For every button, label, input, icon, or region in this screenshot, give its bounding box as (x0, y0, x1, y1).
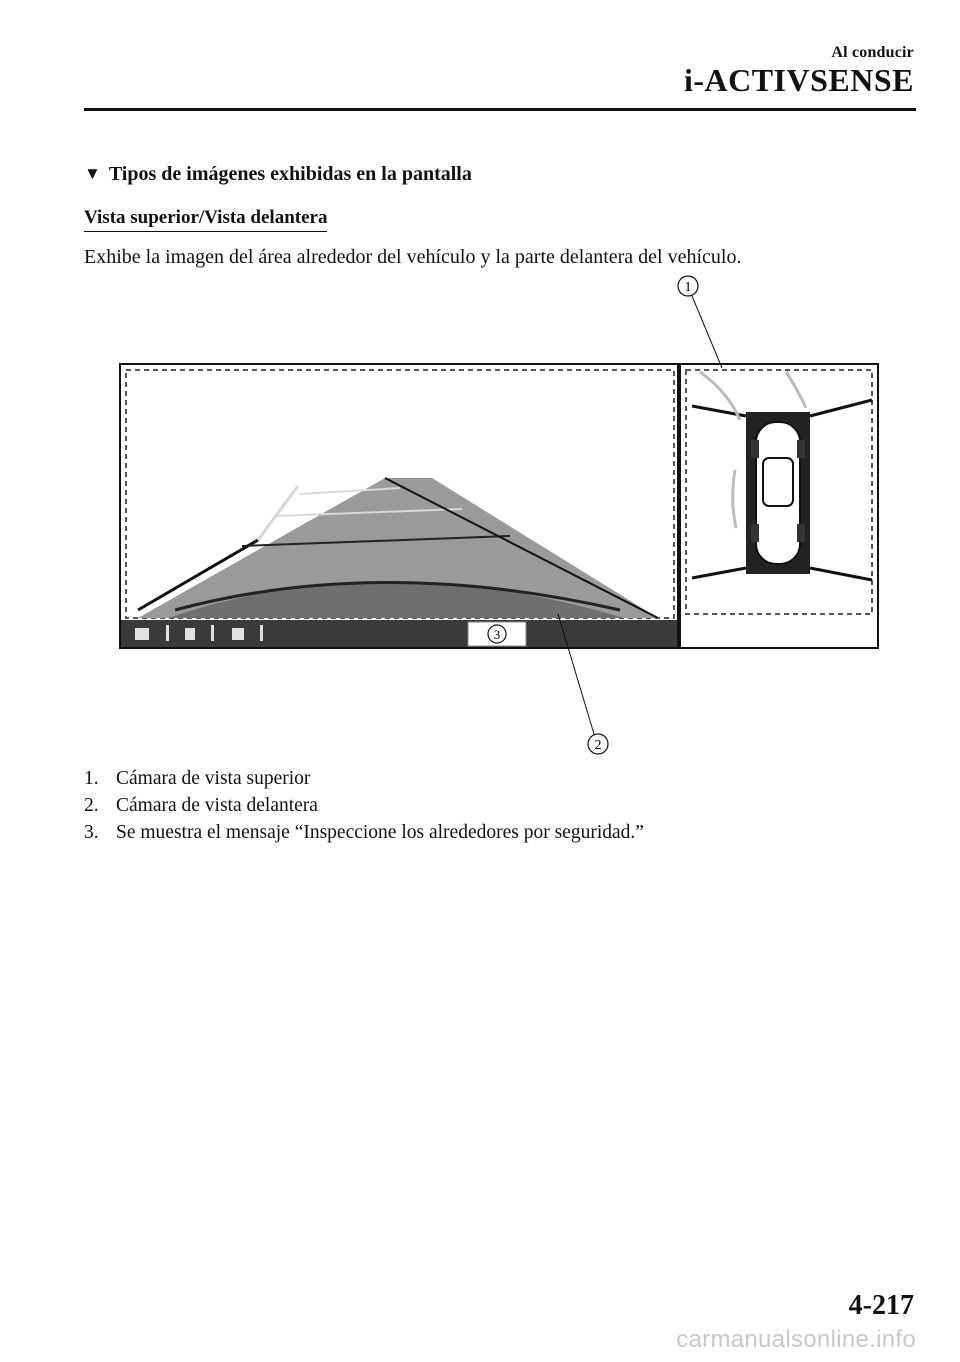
wheel-rear-left (751, 524, 759, 542)
callout-1-label: 1 (684, 280, 692, 295)
camera-display-illustration (0, 270, 960, 770)
front-view-info-bar (121, 620, 677, 647)
wheel-front-left (751, 440, 759, 458)
legend-item (84, 792, 644, 819)
legend-item (84, 819, 644, 846)
callout-2-label: 2 (594, 738, 602, 753)
header-rule (84, 108, 916, 111)
legend-item (84, 765, 644, 792)
running-header (684, 44, 914, 96)
divider-icon-3 (260, 625, 263, 641)
header-chapter-title: i-ACTIVSENSE (683, 62, 914, 98)
divider-icon-2 (211, 625, 214, 641)
sensor-icon-3 (232, 628, 244, 640)
wheel-front-right (797, 440, 805, 458)
legend-list (84, 765, 644, 846)
callout-1-leader (692, 296, 722, 368)
legend-number: 2. (84, 795, 99, 816)
sensor-icon-2 (185, 628, 195, 640)
section-heading-text: Tipos de imágenes exhibidas en la pantalla (108, 163, 472, 185)
legend-number: 3. (84, 822, 99, 843)
legend-text: Cámara de vista delantera (116, 795, 318, 816)
subheading: Vista superior/Vista delantera (84, 207, 327, 232)
callout-3-label: 3 (493, 627, 501, 642)
legend-text: Cámara de vista superior (116, 768, 311, 789)
page-number: 4-217 (848, 1290, 914, 1321)
triangle-marker-icon: ▼ (84, 164, 101, 183)
legend-text: Se muestra el mensaje “Inspeccione los alrededores por seguridad.” (116, 822, 644, 843)
header-section-title: Al conducir (831, 44, 914, 61)
sensor-icon-1 (135, 628, 149, 640)
legend-number: 1. (84, 768, 99, 789)
body-paragraph: Exhibe la imagen del área alrededor del vehículo y la parte delantera del vehículo. (84, 246, 742, 268)
camera-display-figure (0, 270, 960, 770)
watermark-text: carmanualsonline.info (676, 1326, 916, 1353)
section-heading (84, 163, 472, 186)
wheel-rear-right (797, 524, 805, 542)
divider-icon-1 (166, 625, 169, 641)
